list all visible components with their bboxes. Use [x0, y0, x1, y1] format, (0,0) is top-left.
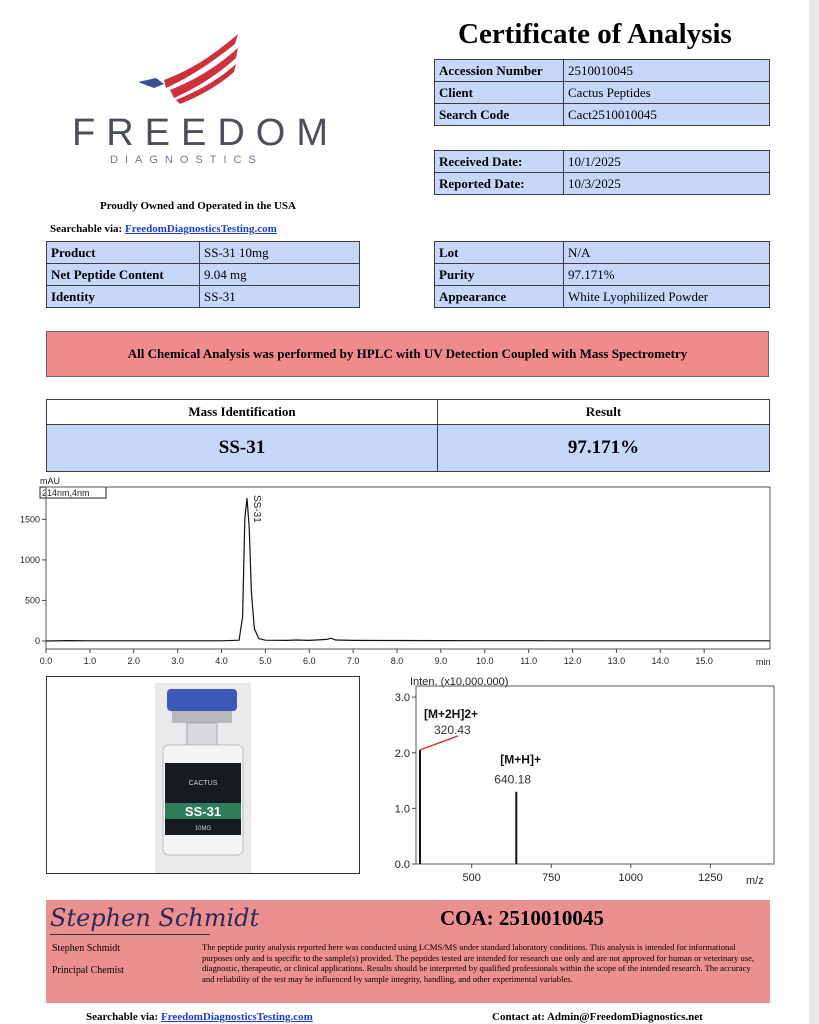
ms-peak-ion-label: [M+2H]2+: [424, 706, 479, 721]
vial-name: SS-31: [184, 804, 222, 819]
ms-peak-ion-label: [M+H]+: [500, 752, 541, 767]
chrom-x-tick-label: 1.0: [83, 656, 97, 666]
vial-dose: 10MG: [194, 826, 212, 832]
net-peptide-value: 9.04 mg: [200, 264, 360, 286]
chrom-y-tick-label: 1500: [19, 514, 40, 525]
ms-y-tick-label: 0.0: [394, 859, 410, 871]
table-row: [47, 242, 360, 264]
chrom-series-line: [46, 498, 770, 641]
chemist-role: Principal Chemist: [52, 965, 124, 976]
reported-key: Reported Date:: [435, 173, 564, 195]
detector-label: 214nm,4nm: [42, 488, 90, 498]
mass-id-value: SS-31: [47, 425, 438, 472]
mass-result-table: [46, 399, 770, 472]
client-value: Cactus Peptides: [564, 82, 770, 104]
mass-spectrum: [370, 674, 780, 894]
search-code-value: Cact2510010045: [564, 104, 770, 126]
client-key: Client: [435, 82, 564, 104]
ms-x-tick-label: 750: [542, 872, 561, 884]
table-row: [435, 264, 770, 286]
purity-key: Purity: [435, 264, 564, 286]
result-header: Result: [438, 400, 770, 425]
logo-wordmark: FREEDOM: [72, 112, 339, 154]
reported-value: 10/3/2025: [564, 173, 770, 195]
disclaimer-text: The peptide purity analysis reported here was conducted using LCMS/MS under standard laboratory conditions. This analysis is intended for informational purposes only and is specific to the sample(s) provided. The peptides tested are intended for research use only and are not approved for human or veterinary use, diagnostic, therapeutic, or clinical applications. Results should be interpreted by qualified professionals within the scope of the intended research. The accuracy and reliability of the test may be influenced by sample integrity, handling, and other experimental variables.: [202, 942, 755, 984]
chrom-x-tick-label: 5.0: [259, 656, 272, 666]
lot-table: [434, 241, 770, 308]
ms-peak-leader: [420, 736, 458, 750]
chrom-x-tick-label: 10.0: [476, 656, 494, 666]
table-header-row: [47, 400, 770, 425]
result-value: 97.171%: [438, 425, 770, 472]
received-key: Received Date:: [435, 151, 564, 173]
chrom-x-tick-label: 14.0: [651, 656, 670, 666]
footer-searchable: [86, 1011, 313, 1023]
chrom-frame: [46, 487, 770, 649]
identity-key: Identity: [47, 286, 200, 308]
signature: Stephen Schmidt: [50, 904, 260, 932]
chrom-x-tick-label: 7.0: [346, 656, 360, 666]
chrom-x-tick-label: 9.0: [434, 656, 448, 666]
purity-value: 97.171%: [564, 264, 770, 286]
search-code-key: Search Code: [435, 104, 564, 126]
chrom-y-tick-label: 500: [24, 595, 40, 606]
ms-x-unit: m/z: [746, 875, 764, 887]
ms-intensity-label: Inten. (x10,000,000): [410, 676, 509, 688]
accession-table: [434, 59, 770, 126]
footer-searchable-label: Searchable via:: [86, 1011, 159, 1023]
chrom-unit-label: mAU: [40, 476, 60, 486]
logo-subtitle: DIAGNOSTICS: [110, 154, 263, 166]
chrom-x-tick-label: 2.0: [127, 656, 141, 666]
table-row: [435, 104, 770, 126]
chrom-peak-label: SS-31: [250, 495, 262, 523]
appearance-key: Appearance: [435, 286, 564, 308]
chrom-x-tick-label: 6.0: [303, 656, 316, 666]
chrom-x-tick-label: 11.0: [520, 656, 538, 666]
searchable-via: [50, 223, 277, 235]
table-row: [435, 60, 770, 82]
table-row: [435, 286, 770, 308]
flag-eagle-icon: [60, 30, 320, 115]
table-row: [435, 151, 770, 173]
table-row: [435, 82, 770, 104]
product-value: SS-31 10mg: [200, 242, 360, 264]
product-photo-frame: [46, 676, 360, 874]
footer-searchable-link[interactable]: FreedomDiagnosticsTesting.com: [160, 1011, 313, 1023]
vial-photo: [47, 677, 361, 875]
owned-text: Proudly Owned and Operated in the USA: [100, 200, 296, 212]
vial-brand: CACTUS: [188, 780, 218, 787]
ms-y-tick-label: 2.0: [394, 747, 410, 760]
chrom-x-unit: min: [756, 657, 771, 667]
signature-line: [50, 934, 210, 935]
chrom-x-tick-label: 0.0: [39, 656, 53, 666]
page-title: Certificate of Analysis: [458, 18, 732, 50]
ms-peak-value-label: 640.18: [494, 772, 532, 787]
identity-value: SS-31: [200, 286, 360, 308]
chrom-y-tick-label: 1000: [19, 554, 40, 565]
ms-peak-value-label: 320.43: [434, 722, 471, 737]
chemist-name: Stephen Schmidt: [52, 943, 121, 954]
freedom-logo: [60, 30, 339, 170]
table-row: [47, 264, 360, 286]
ms-y-tick-label: 1.0: [394, 803, 410, 816]
received-value: 10/1/2025: [564, 151, 770, 173]
searchable-label: Searchable via:: [50, 223, 123, 235]
coa-number: COA: 2510010045: [440, 906, 604, 930]
chrom-x-tick-label: 4.0: [215, 656, 228, 666]
lot-key: Lot: [435, 242, 564, 264]
searchable-link[interactable]: FreedomDiagnosticsTesting.com: [124, 223, 277, 235]
accession-key: Accession Number: [435, 60, 564, 82]
table-row: [435, 173, 770, 195]
dates-table: [434, 150, 770, 195]
chrom-x-tick-label: 13.0: [607, 656, 626, 666]
chrom-x-tick-label: 3.0: [171, 656, 184, 666]
chrom-y-tick-label: 0: [34, 636, 40, 646]
chrom-x-tick-label: 8.0: [390, 656, 404, 666]
hplc-chromatogram: [0, 473, 790, 673]
table-row: [47, 286, 360, 308]
ms-x-tick-label: 500: [462, 872, 481, 884]
scrollbar[interactable]: [809, 0, 819, 1024]
product-key: Product: [47, 242, 200, 264]
accession-value: 2510010045: [564, 60, 770, 82]
chrom-x-tick-label: 15.0: [695, 656, 713, 666]
table-row: [47, 425, 770, 472]
mass-id-header: Mass Identification: [47, 400, 438, 425]
ms-x-tick-label: 1250: [698, 872, 723, 884]
net-peptide-key: Net Peptide Content: [47, 264, 200, 286]
product-table: [46, 241, 360, 308]
ms-y-tick-label: 3.0: [394, 692, 410, 705]
analysis-banner: All Chemical Analysis was performed by HPLC with UV Detection Coupled with Mass Spectrometry: [46, 331, 769, 377]
chrom-x-tick-label: 12.0: [563, 656, 582, 666]
table-row: [435, 242, 770, 264]
lot-value: N/A: [564, 242, 770, 264]
contact-email[interactable]: Contact at: Admin@FreedomDiagnostics.net: [492, 1011, 703, 1023]
ms-x-tick-label: 1000: [618, 872, 644, 884]
appearance-value: White Lyophilized Powder: [564, 286, 770, 308]
